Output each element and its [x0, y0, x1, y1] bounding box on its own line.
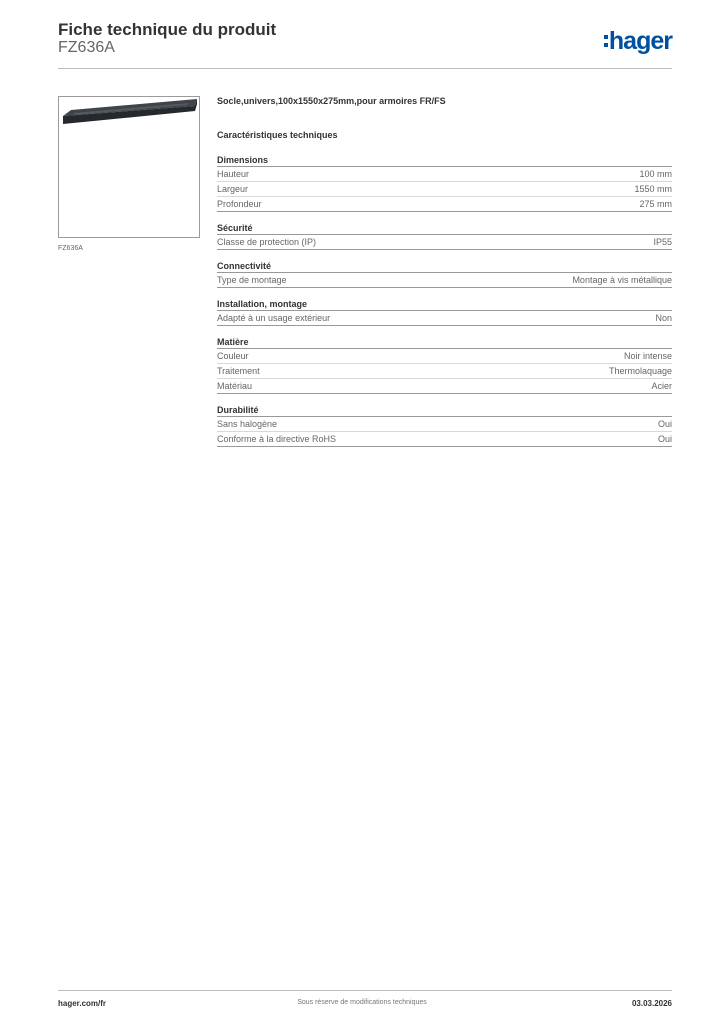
logo-text: hager [608, 26, 672, 55]
spec-row [217, 364, 672, 379]
footer-date: 03.03.2026 [631, 999, 672, 1008]
spec-label: Matériau [217, 381, 253, 391]
product-image [58, 96, 200, 238]
spec-label: Traitement [217, 366, 260, 376]
spec-row [217, 349, 672, 364]
spec-value: IP55 [653, 237, 672, 247]
spec-group [217, 405, 672, 447]
spec-group-title: Connectivité [217, 261, 672, 273]
spec-group [217, 155, 672, 212]
spec-row [217, 273, 672, 288]
spec-label: Couleur [217, 351, 249, 361]
spec-group [217, 223, 672, 250]
spec-label: Classe de protection (IP) [217, 237, 317, 247]
spec-group-title: Dimensions [217, 155, 672, 167]
spec-row [217, 182, 672, 197]
spec-value: Oui [657, 419, 672, 429]
spec-label: Profondeur [217, 199, 262, 209]
spec-groups [217, 155, 672, 447]
spec-row [217, 379, 672, 394]
footer-divider [58, 990, 672, 991]
spec-group-title: Sécurité [217, 223, 672, 235]
spec-group [217, 337, 672, 394]
footer-disclaimer: Sous réserve de modifications techniques [297, 999, 427, 1006]
spec-value: 275 mm [639, 199, 672, 209]
product-reference: FZ636A [58, 39, 115, 56]
spec-row [217, 432, 672, 447]
product-description: Socle,univers,100x1550x275mm,pour armoires FR/FS [217, 96, 446, 106]
spec-row [217, 197, 672, 212]
image-caption: FZ636A [58, 245, 83, 252]
spec-group-title: Durabilité [217, 405, 672, 417]
spec-value: Oui [657, 434, 672, 444]
spec-label: Largeur [217, 184, 249, 194]
spec-label: Adapté à un usage extérieur [217, 313, 331, 323]
spec-value: Thermolaquage [608, 366, 672, 376]
spec-group [217, 299, 672, 326]
spec-label: Hauteur [217, 169, 250, 179]
spec-group-title: Matière [217, 337, 672, 349]
spec-value: Montage à vis métallique [572, 275, 672, 285]
header-divider [58, 68, 672, 69]
footer-website: hager.com/fr [58, 999, 107, 1008]
spec-row [217, 311, 672, 326]
spec-value: Acier [651, 381, 672, 391]
spec-group [217, 261, 672, 288]
spec-value: Noir intense [623, 351, 672, 361]
spec-row [217, 417, 672, 432]
spec-label: Sans halogène [217, 419, 278, 429]
spec-label: Conforme à la directive RoHS [217, 434, 337, 444]
specs-heading: Caractéristiques techniques [217, 130, 338, 140]
logo-colon-mark [604, 35, 608, 47]
hager-logo [604, 26, 672, 56]
spec-value: 1550 mm [634, 184, 672, 194]
spec-row [217, 167, 672, 182]
spec-group-title: Installation, montage [217, 299, 672, 311]
spec-value: 100 mm [639, 169, 672, 179]
spec-value: Non [655, 313, 672, 323]
spec-row [217, 235, 672, 250]
spec-label: Type de montage [217, 275, 287, 285]
spec-content [217, 96, 672, 447]
page-title: Fiche technique du produit [58, 20, 277, 39]
